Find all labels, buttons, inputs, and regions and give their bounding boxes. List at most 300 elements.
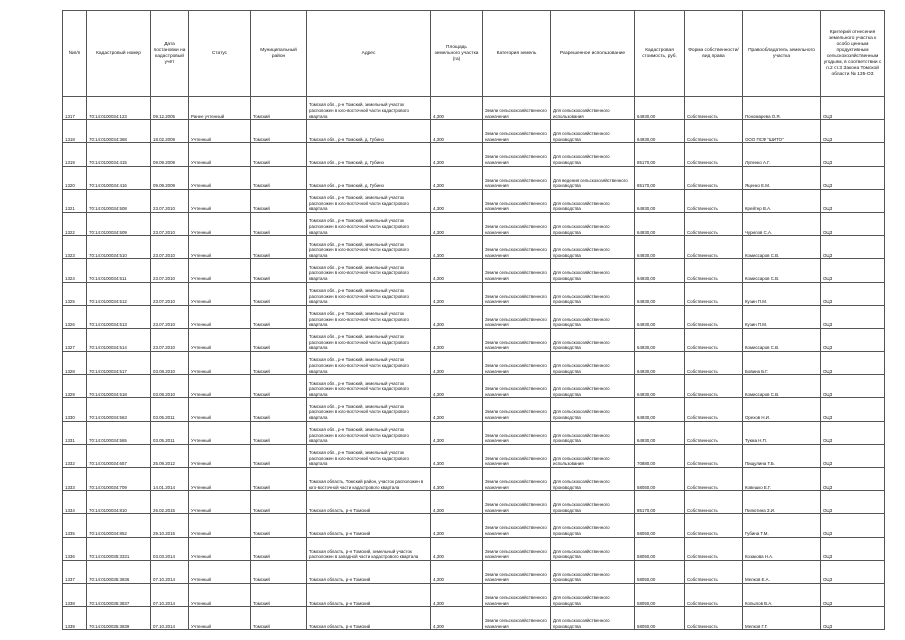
status-cell: Учтенный: [189, 189, 251, 212]
cadastral-number-cell: 70:14:0100034:508: [87, 189, 151, 212]
owner-cell: Мелков Г.Г.: [743, 607, 821, 630]
owner-cell: Копылов В.А.: [743, 583, 821, 606]
permitted-use-cell: Для сельскохозяйственного производства: [551, 120, 635, 143]
row-number-cell: 1323: [63, 236, 87, 259]
status-cell: Учтенный: [189, 537, 251, 560]
table-row: [63, 143, 885, 166]
row-number-cell: 1333: [63, 468, 87, 491]
municipal-district-cell: Томский: [251, 282, 307, 305]
row-number-cell: 1326: [63, 305, 87, 328]
permitted-use-cell: Для сельскохозяйственного производства: [551, 212, 635, 235]
owner-cell: Тукма Н.П.: [743, 421, 821, 444]
ownership-form-cell: Собственность: [685, 537, 743, 560]
table-row: [63, 328, 885, 351]
table-row: [63, 282, 885, 305]
row-number-cell: 1325: [63, 282, 87, 305]
criterion-cell: ОЦЗ: [821, 491, 885, 514]
municipal-district-cell: Томский: [251, 375, 307, 398]
registration-date-cell: 23.07.2010: [151, 259, 189, 282]
table-row: [63, 560, 885, 583]
land-category-cell: Земли сельскохозяйственного назначения: [483, 97, 551, 120]
permitted-use-cell: Для сельскохозяйственного производства: [551, 143, 635, 166]
cadastral-number-cell: 70:14:0100034:810: [87, 491, 151, 514]
header-cell: Муниципальный район: [251, 11, 307, 97]
area-cell: 4,300: [431, 212, 483, 235]
ownership-form-cell: Собственность: [685, 282, 743, 305]
land-category-cell: Земли сельскохозяйственного назначения: [483, 514, 551, 537]
table-row: [63, 444, 885, 467]
land-category-cell: Земли сельскохозяйственного назначения: [483, 398, 551, 421]
registration-date-cell: 23.07.2010: [151, 305, 189, 328]
status-cell: Учтенный: [189, 143, 251, 166]
registration-date-cell: 23.07.2010: [151, 236, 189, 259]
criterion-cell: ОЦЗ: [821, 583, 885, 606]
cadastral-number-cell: 70:14:0100034:415: [87, 143, 151, 166]
permitted-use-cell: Для ведения сельскохозяйственного производства: [551, 166, 635, 189]
cadastral-value-cell: 64930,00: [635, 189, 685, 212]
municipal-district-cell: Томский: [251, 212, 307, 235]
status-cell: Учтенный: [189, 607, 251, 630]
land-category-cell: Земли сельскохозяйственного назначения: [483, 583, 551, 606]
ownership-form-cell: Собственность: [685, 444, 743, 467]
table-row: [63, 375, 885, 398]
address-cell: Томская обл., р-н Томский, земельный участок расположен в юго-восточной части кадастрового квартала: [307, 189, 431, 212]
cadastral-number-cell: 70:14:0100035:3836: [87, 560, 151, 583]
address-cell: Томская обл., р-н Томский, земельный участок расположен в юго-восточной части кадастрового квартала: [307, 305, 431, 328]
cadastral-value-cell: 64930,00: [635, 305, 685, 328]
cadastral-number-cell: 70:14:0100034:565: [87, 421, 151, 444]
table-row: [63, 607, 885, 630]
table-row: [63, 305, 885, 328]
address-cell: Томская обл., р-н Томский, д. Губино: [307, 120, 431, 143]
address-cell: Томская область, р-н Томский: [307, 514, 431, 537]
ownership-form-cell: Собственность: [685, 120, 743, 143]
registration-date-cell: 18.02.2009: [151, 120, 189, 143]
header-row: [63, 11, 885, 97]
address-cell: Томская обл., р-н Томский, земельный участок расположен в юго-восточной части кадастрового квартала: [307, 352, 431, 375]
owner-cell: Лупенко А.Г.: [743, 143, 821, 166]
criterion-cell: ОЦЗ: [821, 421, 885, 444]
criterion-cell: ОЦЗ: [821, 607, 885, 630]
criterion-cell: ОЦЗ: [821, 259, 885, 282]
municipal-district-cell: Томский: [251, 120, 307, 143]
land-category-cell: Земли сельскохозяйственного назначения: [483, 143, 551, 166]
registration-date-cell: 25.09.2012: [151, 444, 189, 467]
cadastral-value-cell: 85170,00: [635, 143, 685, 166]
header-cell: Форма собственности/вид права: [685, 11, 743, 97]
ownership-form-cell: Собственность: [685, 583, 743, 606]
area-cell: 4,300: [431, 305, 483, 328]
criterion-cell: ОЦЗ: [821, 328, 885, 351]
table-row: [63, 398, 885, 421]
header-cell: Адрес: [307, 11, 431, 97]
permitted-use-cell: Для сельскохозяйственного производства: [551, 560, 635, 583]
registration-date-cell: 03.03.2014: [151, 537, 189, 560]
area-cell: 4,300: [431, 491, 483, 514]
status-cell: Учтенный: [189, 560, 251, 583]
municipal-district-cell: Томский: [251, 537, 307, 560]
municipal-district-cell: Томский: [251, 491, 307, 514]
cadastral-value-cell: 64930,00: [635, 398, 685, 421]
land-category-cell: Земли сельскохозяйственного назначения: [483, 305, 551, 328]
cadastral-value-cell: 64930,00: [635, 97, 685, 120]
ownership-form-cell: Собственность: [685, 491, 743, 514]
table-row: [63, 514, 885, 537]
cadastral-value-cell: 64930,00: [635, 259, 685, 282]
area-cell: 4,300: [431, 259, 483, 282]
cadastral-number-cell: 70:14:0100034:510: [87, 236, 151, 259]
registration-date-cell: 09.09.2009: [151, 166, 189, 189]
owner-cell: Комиссаров С.В.: [743, 259, 821, 282]
cadastral-number-cell: 70:14:0100035:3837: [87, 583, 151, 606]
registration-date-cell: 03.08.2010: [151, 375, 189, 398]
land-category-cell: Земли сельскохозяйственного назначения: [483, 444, 551, 467]
address-cell: Томская область, р-н Томский: [307, 560, 431, 583]
permitted-use-cell: Для сельскохозяйственного производства: [551, 537, 635, 560]
land-category-cell: Земли сельскохозяйственного назначения: [483, 607, 551, 630]
permitted-use-cell: Для сельскохозяйственного производства: [551, 491, 635, 514]
area-cell: 4,300: [431, 328, 483, 351]
table-body: [63, 97, 885, 630]
cadastral-number-cell: 70:14:0100034:123: [87, 97, 151, 120]
address-cell: Томская область, р-н Томский: [307, 491, 431, 514]
address-cell: Томская обл., р-н Томский, земельный участок расположен в юго-восточной части кадастрового квартала: [307, 282, 431, 305]
cadastral-number-cell: 70:14:0100034:709: [87, 468, 151, 491]
status-cell: Учтенный: [189, 444, 251, 467]
cadastral-value-cell: 64930,00: [635, 375, 685, 398]
owner-cell: Кузин П.М.: [743, 305, 821, 328]
land-category-cell: Земли сельскохозяйственного назначения: [483, 166, 551, 189]
ownership-form-cell: Собственность: [685, 305, 743, 328]
address-cell: Томская область, р-н Томский, земельный участок расположен в западной части кадастрового квартала: [307, 537, 431, 560]
address-cell: Томская обл., р-н Томский, земельный участок расположен в юго-восточной части кадастрового квартала: [307, 375, 431, 398]
owner-cell: Орехов Н.И.: [743, 398, 821, 421]
area-cell: 4,300: [431, 537, 483, 560]
cadastral-number-cell: 70:14:0100034:511: [87, 259, 151, 282]
area-cell: 4,300: [431, 120, 483, 143]
cadastral-value-cell: 70880,00: [635, 444, 685, 467]
land-category-cell: Земли сельскохозяйственного назначения: [483, 421, 551, 444]
permitted-use-cell: Для сельскохозяйственного производства: [551, 607, 635, 630]
owner-cell: Крейтер В.А.: [743, 189, 821, 212]
permitted-use-cell: Для сельскохозяйственного производства: [551, 583, 635, 606]
permitted-use-cell: Для сельскохозяйственного производства: [551, 514, 635, 537]
header-cell: Разрешенное использование: [551, 11, 635, 97]
cadastral-number-cell: 70:14:0100034:513: [87, 305, 151, 328]
land-category-cell: Земли сельскохозяйственного назначения: [483, 352, 551, 375]
area-cell: 4,300: [431, 468, 483, 491]
status-cell: Учтенный: [189, 514, 251, 537]
municipal-district-cell: Томский: [251, 468, 307, 491]
registration-date-cell: 07.10.2014: [151, 560, 189, 583]
status-cell: Учтенный: [189, 421, 251, 444]
area-cell: 4,300: [431, 143, 483, 166]
table-row: [63, 189, 885, 212]
table-row: [63, 421, 885, 444]
registration-date-cell: 29.10.2015: [151, 514, 189, 537]
permitted-use-cell: Для сельскохозяйственного использования: [551, 97, 635, 120]
cadastral-number-cell: 70:14:0100035:3839: [87, 607, 151, 630]
municipal-district-cell: Томский: [251, 421, 307, 444]
cadastral-number-cell: 70:14:0100034:563: [87, 398, 151, 421]
criterion-cell: ОЦЗ: [821, 143, 885, 166]
municipal-district-cell: Томский: [251, 328, 307, 351]
cadastral-value-cell: 64930,00: [635, 236, 685, 259]
permitted-use-cell: Для сельскохозяйственного производства: [551, 236, 635, 259]
area-cell: 4,300: [431, 560, 483, 583]
land-category-cell: Земли сельскохозяйственного назначения: [483, 328, 551, 351]
ownership-form-cell: Собственность: [685, 607, 743, 630]
status-cell: Учтенный: [189, 282, 251, 305]
owner-cell: Пономарева О.Я.: [743, 97, 821, 120]
registration-date-cell: 03.08.2010: [151, 352, 189, 375]
area-cell: 4,300: [431, 189, 483, 212]
owner-cell: ООО ПСФ "ШИТО": [743, 120, 821, 143]
row-number-cell: 1324: [63, 259, 87, 282]
address-cell: Томская обл., р-н Томский, д. Губино: [307, 143, 431, 166]
row-number-cell: 1322: [63, 212, 87, 235]
registration-date-cell: 23.07.2010: [151, 189, 189, 212]
table-row: [63, 166, 885, 189]
municipal-district-cell: Томский: [251, 305, 307, 328]
status-cell: Учтенный: [189, 259, 251, 282]
criterion-cell: ОЦЗ: [821, 468, 885, 491]
criterion-cell: ОЦЗ: [821, 352, 885, 375]
row-number-cell: 1317: [63, 97, 87, 120]
ownership-form-cell: Собственность: [685, 143, 743, 166]
registration-date-cell: 23.07.2010: [151, 282, 189, 305]
area-cell: 4,300: [431, 282, 483, 305]
municipal-district-cell: Томский: [251, 607, 307, 630]
area-cell: 4,300: [431, 583, 483, 606]
criterion-cell: ОЦЗ: [821, 282, 885, 305]
ownership-form-cell: Собственность: [685, 189, 743, 212]
permitted-use-cell: Для сельскохозяйственного производства: [551, 468, 635, 491]
address-cell: Томская обл., р-н Томский, земельный участок расположен в юго-восточной части кадастрового квартала: [307, 421, 431, 444]
status-cell: Учтенный: [189, 468, 251, 491]
registration-date-cell: 09.12.2005: [151, 97, 189, 120]
table-row: [63, 352, 885, 375]
permitted-use-cell: Для сельскохозяйственного производства: [551, 398, 635, 421]
criterion-cell: ОЦЗ: [821, 305, 885, 328]
area-cell: 4,300: [431, 352, 483, 375]
table-row: [63, 212, 885, 235]
status-cell: Учтенный: [189, 212, 251, 235]
address-cell: Томская обл., р-н Томский, земельный участок расположен в юго-восточной части кадастрового квартала: [307, 328, 431, 351]
ownership-form-cell: Собственность: [685, 166, 743, 189]
municipal-district-cell: Томский: [251, 583, 307, 606]
owner-cell: Ковешко Е.Г.: [743, 468, 821, 491]
municipal-district-cell: Томский: [251, 259, 307, 282]
cadastral-value-cell: 85170,00: [635, 166, 685, 189]
land-category-cell: Земли сельскохозяйственного назначения: [483, 468, 551, 491]
area-cell: 4,300: [431, 375, 483, 398]
criterion-cell: ОЦЗ: [821, 120, 885, 143]
criterion-cell: ОЦЗ: [821, 537, 885, 560]
table-row: [63, 468, 885, 491]
header-cell: Статус: [189, 11, 251, 97]
table-row: [63, 491, 885, 514]
cadastral-value-cell: 58050,00: [635, 537, 685, 560]
municipal-district-cell: Томский: [251, 189, 307, 212]
area-cell: 4,300: [431, 514, 483, 537]
cadastral-value-cell: 58050,00: [635, 583, 685, 606]
ownership-form-cell: Собственность: [685, 97, 743, 120]
address-cell: Томская обл., р-н Томский, д. Губино: [307, 166, 431, 189]
land-category-cell: Земли сельскохозяйственного назначения: [483, 491, 551, 514]
registration-date-cell: 23.07.2010: [151, 212, 189, 235]
permitted-use-cell: Для сельскохозяйственного производства: [551, 282, 635, 305]
cadastral-number-cell: 70:14:0100034:512: [87, 282, 151, 305]
ownership-form-cell: Собственность: [685, 468, 743, 491]
area-cell: 4,300: [431, 236, 483, 259]
header-cell: Кадастровая стоимость, руб.: [635, 11, 685, 97]
permitted-use-cell: Для сельскохозяйственного производства: [551, 421, 635, 444]
registration-date-cell: 09.09.2009: [151, 143, 189, 166]
address-cell: Томская обл., р-н Томский, земельный участок расположен в юго-восточной части кадастрового квартала: [307, 444, 431, 467]
registration-date-cell: 07.10.2014: [151, 583, 189, 606]
area-cell: 4,300: [431, 97, 483, 120]
municipal-district-cell: Томский: [251, 143, 307, 166]
permitted-use-cell: Для сельскохозяйственного использования: [551, 444, 635, 467]
address-cell: Томская область, Томский район, участок расположен в юго-восточной части кадастрового квартала: [307, 468, 431, 491]
permitted-use-cell: Для сельскохозяйственного производства: [551, 328, 635, 351]
municipal-district-cell: Томский: [251, 97, 307, 120]
cadastral-value-cell: 58050,00: [635, 607, 685, 630]
municipal-district-cell: Томский: [251, 398, 307, 421]
land-category-cell: Земли сельскохозяйственного назначения: [483, 537, 551, 560]
row-number-cell: 1338: [63, 583, 87, 606]
ownership-form-cell: Собственность: [685, 352, 743, 375]
permitted-use-cell: Для сельскохозяйственного производства: [551, 189, 635, 212]
cadastral-value-cell: 58050,00: [635, 468, 685, 491]
registration-date-cell: 14.01.2014: [151, 468, 189, 491]
cadastral-value-cell: 85170,00: [635, 491, 685, 514]
header-cell: Правообладатель земельного участка: [743, 11, 821, 97]
criterion-cell: ОЦЗ: [821, 444, 885, 467]
registration-date-cell: 03.05.2011: [151, 398, 189, 421]
status-cell: Учтенный: [189, 491, 251, 514]
owner-cell: Бовина Б.Г.: [743, 352, 821, 375]
cadastral-number-cell: 70:14:0100034:368: [87, 120, 151, 143]
address-cell: Томская обл., р-н Томский, земельный участок расположен в юго-восточной части кадастрового квартала: [307, 236, 431, 259]
cadastral-number-cell: 70:14:0100034:518: [87, 375, 151, 398]
ownership-form-cell: Собственность: [685, 375, 743, 398]
table-row: [63, 120, 885, 143]
ownership-form-cell: Собственность: [685, 514, 743, 537]
row-number-cell: 1330: [63, 398, 87, 421]
land-category-cell: Земли сельскохозяйственного назначения: [483, 282, 551, 305]
status-cell: Учтенный: [189, 398, 251, 421]
area-cell: 4,300: [431, 444, 483, 467]
criterion-cell: ОЦЗ: [821, 189, 885, 212]
municipal-district-cell: Томский: [251, 444, 307, 467]
cadastral-value-cell: 58050,00: [635, 560, 685, 583]
status-cell: Учтенный: [189, 352, 251, 375]
address-cell: Томская обл., р-н Томский, земельный участок расположен в юго-восточной части кадастрового квартала: [307, 259, 431, 282]
criterion-cell: ОЦЗ: [821, 514, 885, 537]
owner-cell: Комиссаров С.В.: [743, 375, 821, 398]
row-number-cell: 1321: [63, 189, 87, 212]
ownership-form-cell: Собственность: [685, 259, 743, 282]
area-cell: 4,300: [431, 607, 483, 630]
status-cell: Учтенный: [189, 305, 251, 328]
ownership-form-cell: Собственность: [685, 328, 743, 351]
owner-cell: Чурилов С.А.: [743, 212, 821, 235]
status-cell: Учтенный: [189, 120, 251, 143]
registration-date-cell: 23.07.2010: [151, 328, 189, 351]
permitted-use-cell: Для сельскохозяйственного производства: [551, 352, 635, 375]
status-cell: Учтенный: [189, 166, 251, 189]
cadastral-value-cell: 64930,00: [635, 352, 685, 375]
table-row: [63, 236, 885, 259]
cadastral-number-cell: 70:14:0100034:517: [87, 352, 151, 375]
criterion-cell: ОЦЗ: [821, 375, 885, 398]
table-row: [63, 537, 885, 560]
row-number-cell: 1331: [63, 421, 87, 444]
address-cell: Томская область, р-н Томский: [307, 583, 431, 606]
land-category-cell: Земли сельскохозяйственного назначения: [483, 120, 551, 143]
header-cell: Категория земель: [483, 11, 551, 97]
row-number-cell: 1327: [63, 328, 87, 351]
ownership-form-cell: Собственность: [685, 560, 743, 583]
registration-date-cell: 26.02.2015: [151, 491, 189, 514]
header-cell: Критерий отнесения земельного участка к особо ценным продуктивным сельскохозяйственным угодьям, в соответствии с п.2 ст.3 Закона Томской области № 135-ОЗ: [821, 11, 885, 97]
owner-cell: Яценко Е.М.: [743, 166, 821, 189]
owner-cell: Губина Т.М.: [743, 514, 821, 537]
criterion-cell: ОЦЗ: [821, 212, 885, 235]
land-category-cell: Земли сельскохозяйственного назначения: [483, 189, 551, 212]
address-cell: Томская обл., р-н Томский, земельный участок расположен в юго-восточной части кадастрового квартала: [307, 398, 431, 421]
area-cell: 4,300: [431, 166, 483, 189]
row-number-cell: 1339: [63, 607, 87, 630]
owner-cell: Мелков Е.А.: [743, 560, 821, 583]
row-number-cell: 1328: [63, 352, 87, 375]
land-category-cell: Земли сельскохозяйственного назначения: [483, 212, 551, 235]
row-number-cell: 1319: [63, 143, 87, 166]
owner-cell: Козакова Н.А.: [743, 537, 821, 560]
row-number-cell: 1332: [63, 444, 87, 467]
criterion-cell: ОЦЗ: [821, 236, 885, 259]
registration-date-cell: 07.10.2014: [151, 607, 189, 630]
status-cell: Учтенный: [189, 236, 251, 259]
area-cell: 4,300: [431, 398, 483, 421]
land-category-cell: Земли сельскохозяйственного назначения: [483, 259, 551, 282]
ownership-form-cell: Собственность: [685, 398, 743, 421]
cadastral-number-cell: 70:14:0100034:657: [87, 444, 151, 467]
status-cell: Учтенный: [189, 375, 251, 398]
criterion-cell: ОЦЗ: [821, 166, 885, 189]
status-cell: Учтенный: [189, 328, 251, 351]
cadastral-value-cell: 58050,00: [635, 514, 685, 537]
table-row: [63, 97, 885, 120]
municipal-district-cell: Томский: [251, 166, 307, 189]
header-cell: Площадь земельного участка (га): [431, 11, 483, 97]
row-number-cell: 1336: [63, 537, 87, 560]
cadastral-number-cell: 70:14:0100034:852: [87, 514, 151, 537]
municipal-district-cell: Томский: [251, 514, 307, 537]
municipal-district-cell: Томский: [251, 236, 307, 259]
row-number-cell: 1335: [63, 514, 87, 537]
land-category-cell: Земли сельскохозяйственного назначения: [483, 375, 551, 398]
municipal-district-cell: Томский: [251, 560, 307, 583]
cadastral-number-cell: 70:14:0100034:416: [87, 166, 151, 189]
cadastral-number-cell: 70:14:0100034:514: [87, 328, 151, 351]
area-cell: 4,300: [431, 421, 483, 444]
header-cell: Кадастровый номер: [87, 11, 151, 97]
cadastral-value-cell: 64930,00: [635, 120, 685, 143]
permitted-use-cell: Для сельскохозяйственного производства: [551, 375, 635, 398]
